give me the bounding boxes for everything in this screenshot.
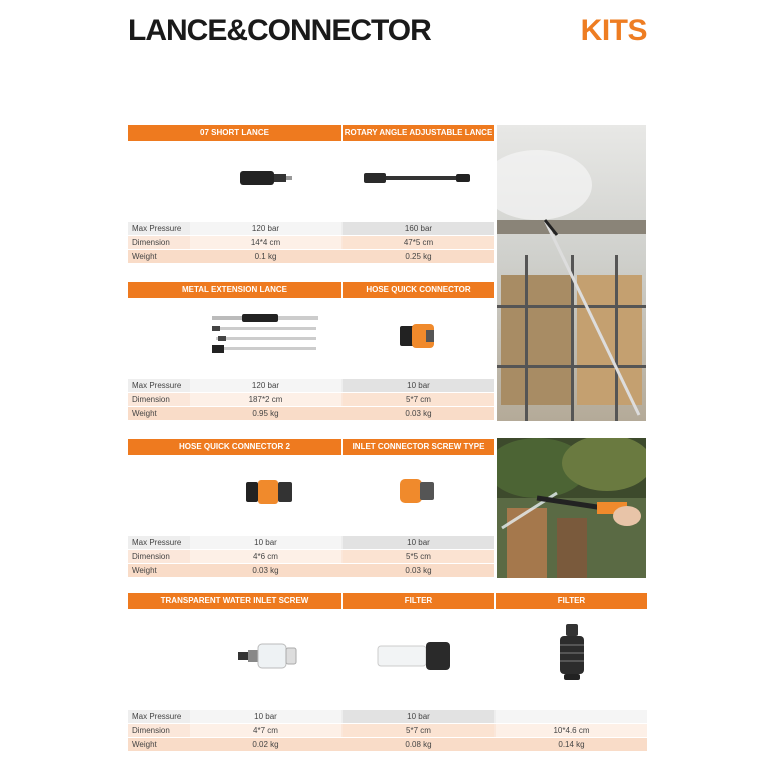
pressure-value — [496, 710, 647, 723]
row-label: Max Pressure — [132, 712, 182, 721]
pressure-value: 10 bar — [343, 379, 494, 392]
row-label: Dimension — [132, 726, 170, 735]
product-header: METAL EXTENSION LANCE — [128, 282, 341, 298]
pressure-value: 160 bar — [343, 222, 494, 235]
row-label: Dimension — [132, 395, 170, 404]
filter-transparent-image — [376, 638, 454, 674]
weight-value: 0.95 kg — [252, 409, 279, 418]
row-label: Weight — [132, 409, 157, 418]
window-cleaning-photo — [497, 125, 646, 421]
product-header: HOSE QUICK CONNECTOR 2 — [128, 439, 341, 455]
dimension-value: 47*5 cm — [343, 236, 494, 249]
weight-value: 0.03 kg — [405, 409, 432, 418]
kits-label: KITS — [580, 14, 647, 47]
hose-connector-image — [398, 320, 438, 352]
row-label: Max Pressure — [132, 538, 182, 547]
pressure-value: 120 bar — [190, 222, 341, 235]
dimension-value: 187*2 cm — [190, 393, 341, 406]
garden-spraying-photo — [497, 438, 646, 578]
product-header: ROTARY ANGLE ADJUSTABLE LANCE — [343, 125, 494, 141]
row-label: Weight — [132, 252, 157, 261]
row-label: Weight — [132, 740, 157, 749]
weight-value: 0.1 kg — [254, 252, 277, 261]
dimension-value: 14*4 cm — [190, 236, 341, 249]
product-header: HOSE QUICK CONNECTOR — [343, 282, 494, 298]
dimension-value: 5*5 cm — [343, 550, 494, 563]
hose-connector-2-image — [244, 478, 294, 506]
weight-value: 0.03 kg — [252, 566, 279, 575]
weight-value: 0.14 kg — [558, 740, 585, 749]
short-lance-image — [238, 168, 294, 188]
dimension-value: 5*7 cm — [343, 393, 494, 406]
weight-value: 0.08 kg — [405, 740, 432, 749]
filter-black-image — [556, 622, 588, 682]
row-label: Max Pressure — [132, 381, 182, 390]
weight-value: 0.25 kg — [405, 252, 432, 261]
dimension-value: 10*4.6 cm — [496, 724, 647, 737]
product-header: FILTER — [496, 593, 647, 609]
extension-lance-image — [208, 312, 328, 358]
dimension-value: 4*7 cm — [190, 724, 341, 737]
inlet-connector-image — [398, 476, 438, 506]
dimension-value: 5*7 cm — [343, 724, 494, 737]
row-label: Weight — [132, 566, 157, 575]
pressure-value: 10 bar — [343, 710, 494, 723]
rotary-lance-image — [362, 170, 474, 186]
row-label: Dimension — [132, 552, 170, 561]
row-label: Max Pressure — [132, 224, 182, 233]
pressure-value: 120 bar — [190, 379, 341, 392]
page-title: LANCE&CONNECTOR — [128, 14, 431, 47]
weight-value: 0.02 kg — [252, 740, 279, 749]
weight-value: 0.03 kg — [405, 566, 432, 575]
product-header: TRANSPARENT WATER INLET SCREW — [128, 593, 341, 609]
transparent-inlet-screw-image — [236, 640, 300, 672]
row-label: Dimension — [132, 238, 170, 247]
dimension-value: 4*6 cm — [190, 550, 341, 563]
pressure-value: 10 bar — [190, 710, 341, 723]
pressure-value: 10 bar — [343, 536, 494, 549]
pressure-value: 10 bar — [190, 536, 341, 549]
product-header: INLET CONNECTOR SCREW TYPE — [343, 439, 494, 455]
product-header: 07 SHORT LANCE — [128, 125, 341, 141]
product-header: FILTER — [343, 593, 494, 609]
